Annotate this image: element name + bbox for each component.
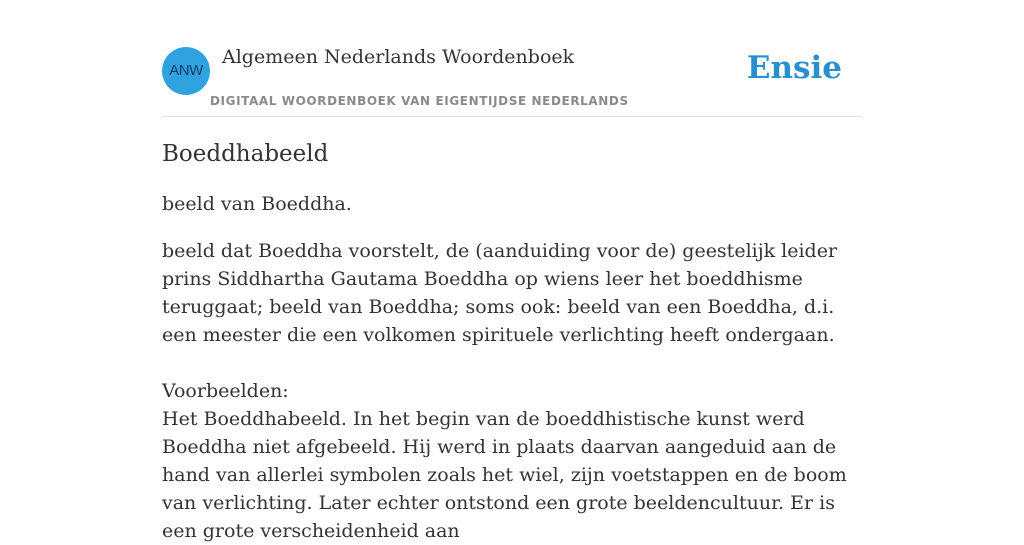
site-title[interactable]: Algemeen Nederlands Woordenboek: [222, 46, 575, 68]
site-header: [162, 44, 862, 117]
site-subtitle: DIGITAAL WOORDENBOEK VAN EIGENTIJDSE NEDERLANDS: [210, 94, 629, 108]
examples-label: Voorbeelden:: [162, 380, 289, 402]
short-definition: beeld van Boeddha.: [162, 193, 352, 215]
entry-title: Boeddhabeeld: [162, 141, 329, 167]
ensie-logo[interactable]: Ensie: [746, 50, 842, 86]
entry-content: [162, 138, 867, 545]
long-definition: beeld dat Boeddha voorstelt, de (aanduiding voor de) geestelijk leider prins Siddhartha Gautama Boeddha op wiens leer het boeddhisme teruggaat; beeld van Boeddha; soms ook: beeld van een Boeddha, d.i. een meester die een volkomen spirituele verlichting heeft ondergaan.: [162, 240, 838, 346]
example-text: Het Boeddhabeeld. In het begin van de boeddhistische kunst werd Boeddha niet afgebeeld. Hij werd in plaats daarvan aangeduid aan de hand van allerlei symbolen zoals het wiel, zijn voetstappen en de boom van verlichting. Later echter ontstond een grote beeldencultuur. Er is een grote verscheidenheid aan: [162, 408, 847, 542]
anw-logo[interactable]: ANW: [162, 47, 210, 95]
